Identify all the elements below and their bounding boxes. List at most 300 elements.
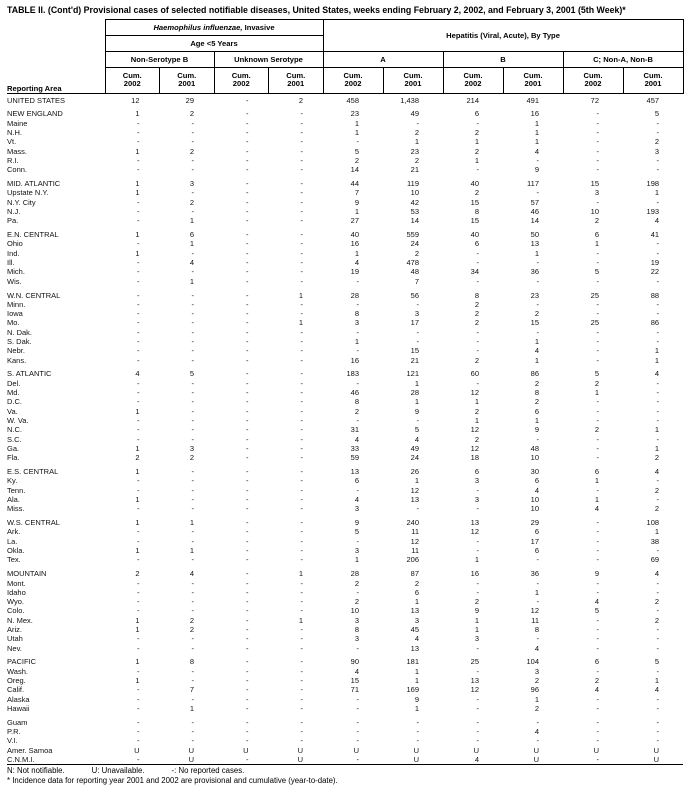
value-cell: - [300, 197, 303, 207]
value-cell: 2 [474, 299, 479, 309]
value-cell: 193 [646, 206, 660, 216]
table-row [7, 667, 683, 676]
value-cell: - [246, 230, 249, 240]
value-cell: 491 [526, 95, 539, 105]
value-cell: - [191, 299, 194, 309]
value-cell: 5 [354, 146, 359, 156]
value-cell: - [246, 587, 249, 597]
value-cell: 12 [470, 443, 479, 453]
value-cell: - [536, 717, 539, 727]
value-cell: 1 [654, 443, 660, 453]
value-cell: - [246, 346, 249, 356]
value-cell: - [596, 587, 599, 597]
value-cell: 3 [354, 318, 359, 328]
footnote-abbreviations [7, 766, 686, 776]
value-cell: - [246, 518, 249, 528]
table-row [7, 546, 683, 555]
value-cell: 457 [646, 95, 660, 105]
value-cell: - [596, 485, 599, 495]
value-cell: 19 [650, 258, 660, 268]
value-cell: - [246, 657, 249, 667]
value-cell: - [246, 165, 249, 175]
value-cell: U [243, 745, 249, 755]
value-cell: - [656, 643, 660, 653]
value-cell: 40 [350, 230, 359, 240]
reporting-area-cell: Fla. [7, 453, 20, 463]
value-cell: - [300, 657, 303, 667]
value-cell: 46 [530, 206, 539, 216]
value-cell: - [246, 327, 249, 337]
value-cell: - [246, 434, 249, 444]
value-cell: 4 [443, 755, 503, 765]
value-cell: 12 [470, 388, 479, 398]
value-cell: 8 [354, 397, 359, 407]
value-cell: - [476, 736, 479, 746]
reporting-area-cell: Alaska [7, 694, 30, 704]
value-cell: 1 [135, 406, 140, 416]
value-cell: - [476, 504, 479, 514]
value-cell: - [596, 258, 599, 268]
value-cell: - [300, 606, 303, 616]
value-cell: 2 [474, 309, 479, 319]
value-cell: - [596, 434, 599, 444]
value-cell: - [137, 290, 140, 300]
value-cell: 458 [346, 95, 359, 105]
value-cell: 1 [654, 527, 660, 537]
value-cell: - [137, 137, 140, 147]
value-cell: 5 [594, 267, 599, 277]
value-cell: 119 [407, 179, 419, 189]
reporting-area-cell: Ky. [7, 476, 18, 486]
value-cell: 8 [354, 624, 359, 634]
value-cell: 9 [534, 165, 539, 175]
value-cell: 6 [354, 476, 359, 486]
value-cell: - [356, 276, 359, 286]
value-cell: 4 [594, 597, 599, 607]
value-cell: - [191, 206, 194, 216]
value-cell: - [246, 309, 249, 319]
value-cell: - [596, 355, 599, 365]
value-cell: - [536, 597, 539, 607]
table-row [7, 588, 683, 597]
value-cell: - [191, 634, 194, 644]
reporting-area-cell: R.I. [7, 155, 19, 165]
value-cell: - [300, 546, 303, 556]
value-cell: - [137, 606, 140, 616]
table-row [7, 179, 683, 188]
value-cell: - [656, 736, 660, 746]
value-cell: - [246, 179, 249, 189]
value-cell: - [300, 434, 303, 444]
value-cell: - [191, 127, 194, 137]
table-row [7, 504, 683, 513]
value-cell: - [137, 337, 140, 346]
value-cell: - [300, 397, 303, 407]
value-cell: - [656, 703, 660, 713]
value-cell: - [191, 527, 194, 537]
value-cell: - [536, 327, 539, 337]
value-cell: 1 [135, 676, 140, 686]
table-row [7, 147, 683, 156]
reporting-area-cell: Upstate N.Y. [7, 188, 49, 198]
value-cell: 1 [135, 467, 140, 477]
table-row [7, 704, 683, 713]
table-row [7, 119, 683, 128]
value-cell: 2 [534, 378, 539, 388]
reporting-area-cell: S. Dak. [7, 337, 32, 346]
value-cell: 6 [534, 476, 539, 486]
value-cell: - [246, 299, 249, 309]
value-cell: - [596, 406, 599, 416]
value-cell: U [160, 755, 215, 765]
value-cell: - [246, 95, 249, 105]
value-cell: - [137, 578, 140, 588]
value-cell: 2 [654, 615, 660, 625]
value-cell: 24 [410, 239, 419, 249]
reporting-area-cell: Colo. [7, 606, 25, 616]
value-cell: - [246, 467, 249, 477]
value-cell: - [416, 736, 419, 746]
value-cell: 15 [470, 197, 479, 207]
value-cell: - [656, 397, 660, 407]
value-cell: - [300, 425, 303, 435]
value-cell: - [191, 406, 194, 416]
value-cell: 2 [354, 406, 359, 416]
value-cell: - [246, 258, 249, 268]
value-cell: - [300, 258, 303, 268]
value-cell: - [300, 337, 303, 346]
value-cell: - [656, 578, 660, 588]
value-cell: 2 [354, 155, 359, 165]
value-cell: 1 [135, 230, 140, 240]
value-cell: - [191, 378, 194, 388]
value-cell: 1 [474, 137, 479, 147]
value-cell: - [137, 299, 140, 309]
table-row [7, 518, 683, 527]
value-cell: 4 [654, 369, 660, 379]
value-cell: - [246, 666, 249, 676]
reporting-area-cell: Amer. Samoa [7, 745, 53, 755]
value-cell: - [300, 406, 303, 416]
value-cell: - [536, 555, 539, 565]
reporting-area-cell: Oreg. [7, 676, 26, 686]
value-cell: - [476, 717, 479, 727]
value-cell: 4 [354, 494, 359, 504]
value-cell: - [300, 443, 303, 453]
value-cell: 16 [350, 355, 359, 365]
notifiable-diseases-table [7, 19, 684, 766]
value-cell: - [246, 717, 249, 727]
value-cell: - [300, 527, 303, 537]
value-cell: 2 [474, 434, 479, 444]
value-cell: - [656, 727, 660, 737]
value-cell: - [246, 248, 249, 258]
table-row [7, 579, 683, 588]
value-cell: - [300, 694, 303, 704]
reporting-area-cell: Ill. [7, 258, 15, 268]
reporting-area-cell: Wyo. [7, 597, 25, 607]
value-cell: - [137, 634, 140, 644]
value-cell: - [300, 355, 303, 365]
value-cell: 2 [594, 378, 599, 388]
reporting-area-cell: La. [7, 536, 18, 546]
value-cell: - [536, 258, 539, 268]
value-cell: - [246, 155, 249, 165]
value-cell: - [246, 546, 249, 556]
value-cell: 1 [474, 397, 479, 407]
value-cell: 5 [594, 606, 599, 616]
value-cell: 13 [470, 676, 479, 686]
value-cell: 13 [410, 643, 419, 653]
value-cell: - [596, 694, 599, 704]
value-cell: - [356, 536, 359, 546]
value-cell: 1 [534, 587, 539, 597]
value-cell: - [356, 346, 359, 356]
value-cell: - [596, 248, 599, 258]
value-cell: 5 [594, 369, 599, 379]
table-row [7, 356, 683, 365]
value-cell: - [191, 694, 194, 704]
value-cell: - [137, 216, 140, 226]
value-cell: - [563, 755, 623, 765]
value-cell: 16 [530, 109, 539, 119]
reporting-area-cell: P.R. [7, 727, 21, 737]
value-cell: 46 [350, 388, 359, 398]
value-cell: 12 [470, 425, 479, 435]
value-cell: - [656, 197, 660, 207]
value-cell: 1 [298, 318, 303, 328]
value-cell: 13 [410, 494, 419, 504]
value-cell: - [656, 434, 660, 444]
value-cell: U [503, 755, 563, 765]
value-cell: - [246, 453, 249, 463]
table-row [7, 644, 683, 653]
table-row [7, 453, 683, 462]
reporting-area-cell: N. Mex. [7, 615, 33, 625]
value-cell: - [246, 127, 249, 137]
value-cell: 1 [534, 248, 539, 258]
table-row [7, 435, 683, 444]
value-cell: - [137, 555, 140, 565]
value-cell: 2 [354, 597, 359, 607]
value-cell: - [137, 118, 140, 128]
value-cell: 11 [531, 615, 539, 625]
value-cell: - [476, 536, 479, 546]
value-cell: - [300, 666, 303, 676]
value-cell: 7 [354, 188, 359, 198]
value-cell: 6 [474, 467, 479, 477]
value-cell: - [137, 346, 140, 356]
value-cell: 1 [189, 518, 194, 528]
value-cell: - [300, 309, 303, 319]
cum-year-header: Cum. 2001 [160, 67, 215, 93]
value-cell: 5 [654, 109, 660, 119]
reporting-area-cell: Ariz. [7, 624, 22, 634]
value-cell: - [596, 309, 599, 319]
value-cell: - [246, 337, 249, 346]
value-cell: 15 [530, 318, 539, 328]
value-cell: 1 [414, 666, 419, 676]
value-cell: - [596, 527, 599, 537]
value-cell: - [191, 346, 194, 356]
value-cell: - [137, 397, 140, 407]
cum-year-header: Cum. 2001 [623, 67, 683, 93]
value-cell: - [596, 634, 599, 644]
value-cell: 3 [189, 443, 194, 453]
value-cell: - [246, 415, 249, 425]
table-row [7, 634, 683, 643]
value-cell: 28 [350, 290, 359, 300]
table-row [7, 369, 683, 378]
value-cell: 23 [410, 146, 419, 156]
value-cell: - [476, 578, 479, 588]
reporting-area-cell: C.N.M.I. [7, 755, 105, 765]
subgroup-row [7, 51, 683, 67]
value-cell: - [536, 155, 539, 165]
value-cell: 9 [534, 425, 539, 435]
value-cell: 4 [354, 434, 359, 444]
subgroup-header: Non-Serotype B [105, 51, 214, 67]
value-cell: - [300, 717, 303, 727]
value-cell: - [596, 615, 599, 625]
value-cell: 3 [474, 476, 479, 486]
table-row [7, 267, 683, 276]
value-cell: 1 [414, 476, 419, 486]
value-cell: 1 [474, 615, 479, 625]
reporting-area-cell: Maine [7, 118, 28, 128]
table-row [7, 685, 683, 694]
value-cell: - [596, 518, 599, 528]
hinfluenzae-group-header [105, 19, 323, 35]
value-cell: 12 [131, 95, 140, 105]
value-cell: - [476, 587, 479, 597]
value-cell: U [533, 745, 539, 755]
reporting-area-cell: PACIFIC [7, 657, 37, 667]
value-cell: 56 [410, 290, 419, 300]
value-cell: - [191, 485, 194, 495]
value-cell: - [191, 397, 194, 407]
value-cell: 23 [350, 109, 359, 119]
value-cell: 1 [354, 118, 359, 128]
value-cell: - [300, 703, 303, 713]
value-cell: - [300, 504, 303, 514]
value-cell: 4 [534, 643, 539, 653]
value-cell: 4 [654, 569, 660, 579]
value-cell: 6 [189, 230, 194, 240]
table-row [7, 346, 683, 355]
value-cell: 19 [350, 267, 359, 277]
value-cell: U [383, 755, 443, 765]
value-cell: - [356, 587, 359, 597]
value-cell: - [596, 109, 599, 119]
value-cell: - [656, 606, 660, 616]
value-cell: - [656, 415, 660, 425]
value-cell: - [191, 188, 194, 198]
value-cell: - [596, 346, 599, 356]
value-cell: 4 [414, 634, 419, 644]
value-cell: 2 [534, 703, 539, 713]
value-cell: - [656, 327, 660, 337]
table-row [7, 746, 683, 755]
value-cell: - [300, 476, 303, 486]
value-cell: 2 [654, 485, 660, 495]
cum-year-header: Cum. 2001 [269, 67, 324, 93]
value-cell: - [246, 736, 249, 746]
cum-year-header: Cum. 2001 [383, 67, 443, 93]
value-cell: - [596, 327, 599, 337]
value-cell: 169 [406, 685, 419, 695]
value-cell: 14 [530, 216, 539, 226]
value-cell: - [656, 276, 660, 286]
value-cell: - [246, 369, 249, 379]
reporting-area-cell: Mass. [7, 146, 28, 156]
value-cell: 42 [410, 197, 419, 207]
table-row [7, 318, 683, 327]
value-cell: - [246, 643, 249, 653]
value-cell: U [353, 745, 359, 755]
value-cell: - [137, 415, 140, 425]
value-cell: - [356, 378, 359, 388]
value-cell: - [596, 299, 599, 309]
value-cell: - [191, 666, 194, 676]
table-row [7, 606, 683, 615]
value-cell: 3 [654, 146, 660, 156]
table-row [7, 416, 683, 425]
value-cell: 3 [354, 634, 359, 644]
value-cell: 10 [350, 606, 359, 616]
value-cell: 25 [590, 318, 599, 328]
value-cell: 4 [534, 146, 539, 156]
value-cell: - [191, 717, 194, 727]
table-row [7, 537, 683, 546]
value-cell: 1 [594, 388, 599, 398]
value-cell: 2 [298, 95, 303, 105]
value-cell: 60 [470, 369, 479, 379]
value-cell: - [300, 388, 303, 398]
value-cell: - [596, 536, 599, 546]
value-cell: - [191, 434, 194, 444]
value-cell: 1 [654, 676, 660, 686]
value-cell: - [137, 388, 140, 398]
value-cell: 16 [350, 239, 359, 249]
value-cell: U [188, 745, 194, 755]
value-cell: 4 [654, 685, 660, 695]
value-cell: 3 [414, 309, 419, 319]
value-cell: - [137, 527, 140, 537]
value-cell: - [137, 685, 140, 695]
value-cell: 10 [530, 504, 539, 514]
value-cell: 87 [410, 569, 419, 579]
value-cell: 6 [474, 239, 479, 249]
value-cell: 2 [654, 597, 660, 607]
value-cell: 9 [414, 694, 419, 704]
value-cell: U [473, 745, 479, 755]
value-cell: 121 [406, 369, 419, 379]
value-cell: - [656, 299, 660, 309]
table-row [7, 198, 683, 207]
value-cell: 4 [414, 434, 419, 444]
value-cell: - [191, 318, 194, 328]
value-cell: 29 [530, 518, 539, 528]
value-cell: 1 [135, 109, 140, 119]
value-cell: 2 [534, 309, 539, 319]
value-cell: 12 [530, 606, 539, 616]
value-cell: - [246, 425, 249, 435]
value-cell: 36 [530, 569, 539, 579]
value-cell: - [596, 127, 599, 137]
value-cell: 40 [470, 179, 479, 189]
table-row [7, 291, 683, 300]
